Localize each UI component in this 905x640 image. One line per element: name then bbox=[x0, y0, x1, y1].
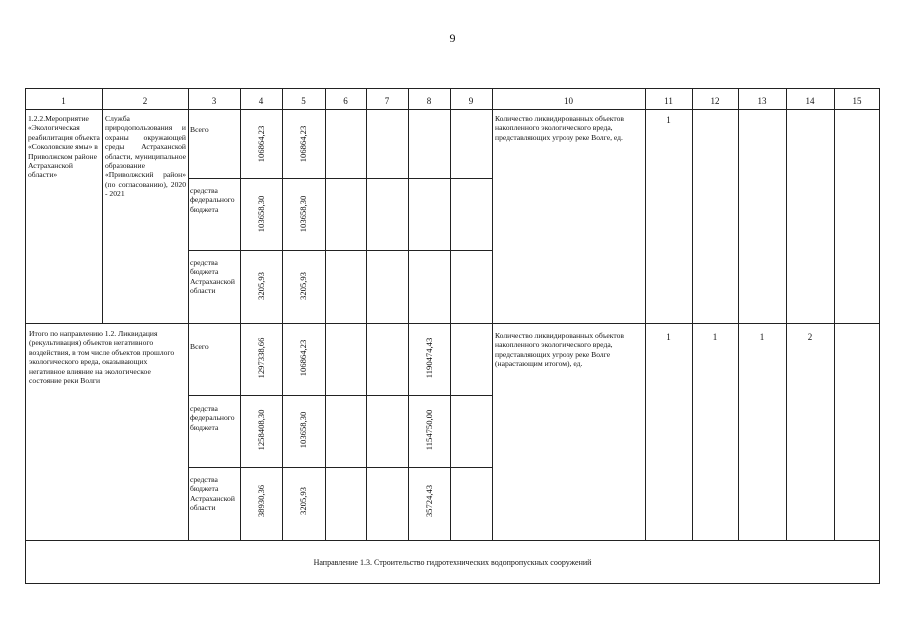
col-divider bbox=[645, 88, 646, 540]
sub-row-divider bbox=[188, 467, 492, 468]
col-header-11: 11 bbox=[664, 96, 673, 106]
funding-label-regional: средства бюджета Астраханской области bbox=[190, 475, 235, 513]
total-direction-name: Итого по направлению 1.2. Ликвидация (рекультивация) объектов негативного воздействия, в том числе объектов прошлого экологического вреда, оказывающих негативное влияние на экологическое состояние реки Волги bbox=[29, 329, 175, 386]
indicator-value: 2 bbox=[807, 332, 813, 342]
sub-row-divider bbox=[188, 250, 492, 251]
executor-text: Служба природопользования и охраны окружающей среды Астраханской области, муниципальное образование «Приволжский район» (по согласованию), 2020 - 2021 bbox=[105, 114, 186, 199]
col-divider bbox=[325, 88, 326, 540]
indicator-text: Количество ликвидированных объектов накопленного экологического вреда, представляющих угрозу реке Волге (нарастающим итогом), ед. bbox=[495, 331, 624, 369]
funding-label-total: Всего bbox=[190, 342, 209, 351]
indicator-value: 1 bbox=[712, 332, 718, 342]
col-header-15: 15 bbox=[852, 96, 862, 106]
amount-cell: 106864,23 bbox=[298, 339, 308, 377]
funding-label-federal: средства федерального бюджета bbox=[190, 186, 235, 214]
col-header-13: 13 bbox=[757, 96, 767, 106]
amount-cell: 38930,36 bbox=[256, 484, 266, 518]
indicator-value: 1 bbox=[666, 115, 671, 125]
col-divider bbox=[282, 88, 283, 540]
col-header-14: 14 bbox=[805, 96, 815, 106]
col-divider bbox=[786, 88, 787, 540]
amount-cell: 3205,93 bbox=[298, 272, 308, 300]
page-number: 9 bbox=[449, 31, 456, 45]
row-divider bbox=[25, 540, 880, 541]
indicator-value: 1 bbox=[666, 332, 671, 342]
measure-name: 1.2.2.Мероприятие «Экологическая реабилитация объекта «Соколовские ямы» в Приволжском районе Астраханской области» bbox=[28, 114, 100, 180]
col-header-1: 1 bbox=[61, 96, 66, 106]
amount-cell: 103658,30 bbox=[298, 195, 308, 233]
col-header-7: 7 bbox=[384, 96, 390, 106]
col-divider bbox=[102, 88, 103, 323]
col-header-8: 8 bbox=[426, 96, 432, 106]
indicator-text: Количество ликвидированных объектов накопленного экологического вреда, представляющих угрозу реке Волге, ед. bbox=[495, 114, 624, 142]
col-header-2: 2 bbox=[142, 96, 148, 106]
col-divider bbox=[834, 88, 835, 540]
funding-label-federal: средства федерального бюджета bbox=[190, 404, 235, 432]
col-header-4: 4 bbox=[258, 96, 264, 106]
col-header-9: 9 bbox=[468, 96, 474, 106]
amount-cell: 1154750,00 bbox=[424, 409, 434, 451]
amount-cell: 3205,93 bbox=[256, 272, 266, 300]
funding-label-total: Всего bbox=[190, 125, 209, 134]
amount-cell: 103658,30 bbox=[256, 195, 266, 233]
row-divider bbox=[25, 323, 880, 324]
sub-row-divider bbox=[188, 178, 492, 179]
col-divider bbox=[240, 88, 241, 540]
col-divider bbox=[450, 88, 451, 540]
amount-cell: 3205,93 bbox=[298, 487, 308, 515]
amount-cell: 35724,43 bbox=[424, 484, 434, 518]
funding-label-regional: средства бюджета Астраханской области bbox=[190, 258, 235, 296]
direction-title: Направление 1.3. Строительство гидротехнических водопропускных сооружений bbox=[313, 558, 592, 567]
amount-cell: 103658,30 bbox=[298, 411, 308, 449]
indicator-value: 1 bbox=[759, 332, 765, 342]
col-header-10: 10 bbox=[564, 96, 573, 106]
amount-cell: 1297338,66 bbox=[256, 337, 266, 379]
col-header-6: 6 bbox=[343, 96, 348, 106]
col-divider bbox=[188, 88, 189, 540]
amount-cell: 1258408,30 bbox=[256, 409, 266, 451]
col-header-12: 12 bbox=[710, 96, 720, 106]
col-divider bbox=[366, 88, 367, 540]
amount-cell: 1190474,43 bbox=[424, 337, 434, 379]
col-divider bbox=[492, 88, 493, 540]
col-divider bbox=[692, 88, 693, 540]
col-header-3: 3 bbox=[211, 96, 217, 106]
header-row-divider bbox=[25, 109, 880, 110]
col-header-5: 5 bbox=[301, 96, 306, 106]
col-divider bbox=[738, 88, 739, 540]
sub-row-divider bbox=[188, 395, 492, 396]
amount-cell: 106864,23 bbox=[298, 125, 308, 163]
col-divider bbox=[408, 88, 409, 540]
amount-cell: 106864,23 bbox=[256, 125, 266, 163]
